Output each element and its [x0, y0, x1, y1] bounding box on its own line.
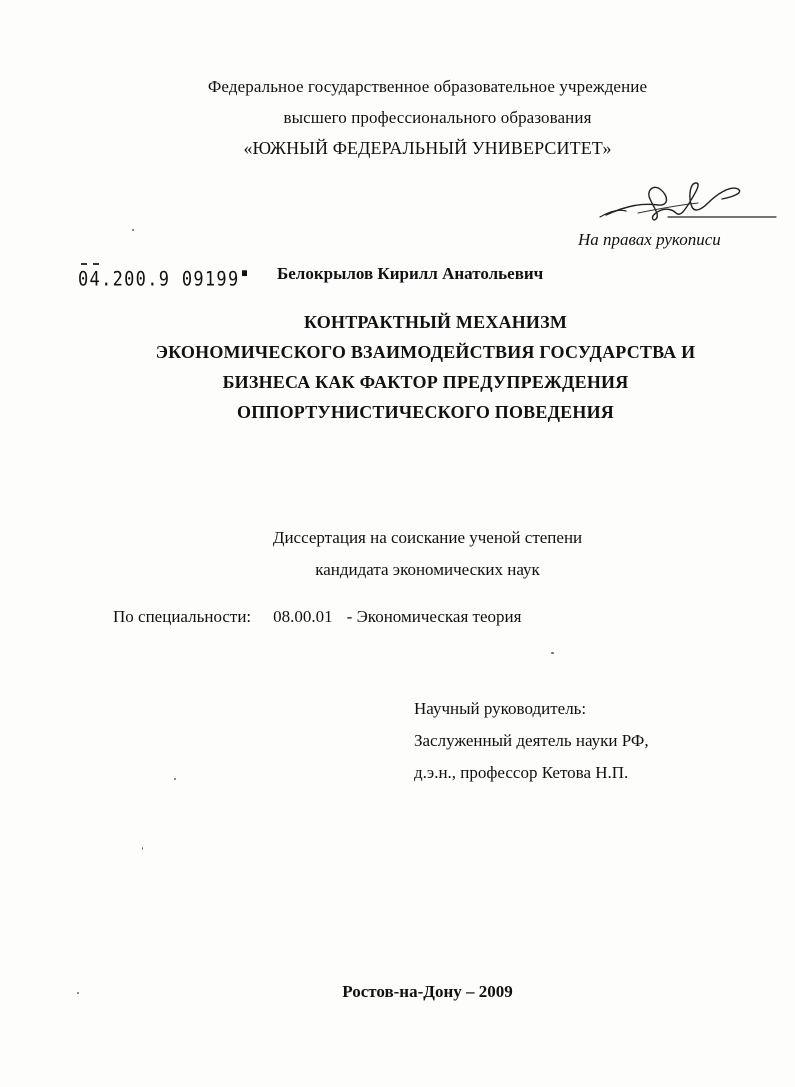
city-year: Ростов-на-Дону – 2009: [342, 982, 513, 1001]
scan-speck: [77, 992, 79, 994]
degree-line-2: кандидата экономических наук: [315, 560, 540, 579]
specialty-code: 08.00.01: [273, 607, 333, 626]
thesis-title-line-4: ОППОРТУНИСТИЧЕСКОГО ПОВЕДЕНИЯ: [237, 402, 614, 422]
scan-speck: [142, 847, 143, 850]
registration-number: [78, 268, 247, 291]
supervisor-title: Заслуженный деятель науки РФ,: [414, 731, 649, 750]
scan-speck: [132, 229, 134, 231]
thesis-title-line-3: БИЗНЕСА КАК ФАКТОР ПРЕДУПРЕЖДЕНИЯ: [222, 372, 629, 392]
institution-line-1: Федеральное государственное образовательное учреждение: [207, 77, 648, 96]
scan-speck: [174, 778, 176, 780]
specialty-row: [113, 607, 521, 627]
handwritten-signature: [598, 175, 778, 230]
author-name: Белокрылов Кирилл Анатольевич: [277, 264, 544, 283]
specialty-name: - Экономическая теория: [346, 607, 522, 626]
thesis-title-line-1: КОНТРАКТНЫЙ МЕХАНИЗМ: [303, 312, 568, 332]
thesis-title-line-2: ЭКОНОМИЧЕСКОГО ВЗАИМОДЕЙСТВИЯ ГОСУДАРСТВА И: [155, 342, 696, 362]
degree-line-1: Диссертация на соискание ученой степени: [272, 528, 583, 547]
stamp-overline: [81, 263, 99, 267]
supervisor-heading: Научный руководитель:: [414, 699, 587, 718]
institution-line-2: высшего профессионального образования: [283, 108, 592, 127]
specialty-label: По специальности:: [113, 607, 252, 626]
scan-speck: [551, 652, 554, 654]
registration-number-text: 04.200.9 09199: [78, 268, 240, 291]
stamp-dot: [242, 270, 247, 276]
supervisor-name: д.э.н., профессор Кетова Н.П.: [414, 763, 629, 782]
manuscript-note: На правах рукописи: [578, 230, 721, 249]
institution-name: «ЮЖНЫЙ ФЕДЕРАЛЬНЫЙ УНИВЕРСИТЕТ»: [243, 138, 612, 158]
